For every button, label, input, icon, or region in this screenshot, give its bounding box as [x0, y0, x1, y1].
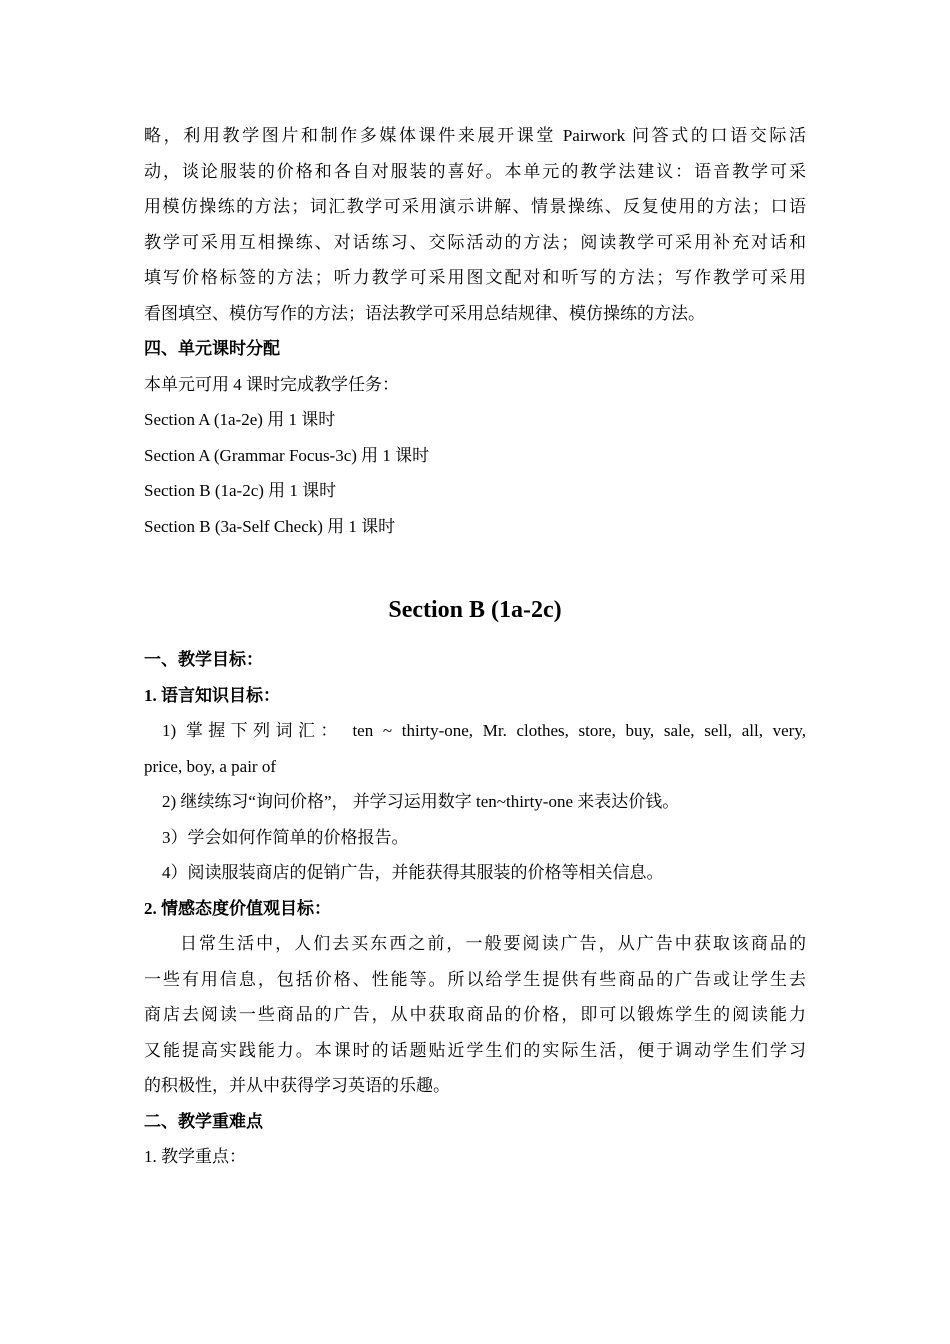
- paragraph-line: 看图填空、模仿写作的方法；语法教学可采用总结规律、模仿操练的方法。: [144, 303, 705, 323]
- paragraph-line: 用模仿操练的方法；词汇教学可采用演示讲解、情景操练、反复使用的方法；口语: [144, 197, 806, 216]
- paragraph-line: 日常生活中，人们去买东西之前，一般要阅读广告，从广告中获取该商品的: [180, 934, 806, 953]
- allocation-intro: 本单元可用 4 课时完成教学任务：: [144, 374, 399, 394]
- paragraph-line: 商店去阅读一些商品的广告，从中获取商品的价格，即可以锻炼学生的阅读能力: [144, 1005, 806, 1024]
- allocation-item: Section B (3a-Self Check) 用 1 课时: [144, 516, 396, 536]
- emotion-paragraph: [144, 926, 806, 1104]
- intro-paragraph: [144, 118, 806, 331]
- knowledge-item: 3）学会如何作简单的价格报告。: [162, 827, 409, 847]
- document-page: [144, 118, 806, 1175]
- emotion-heading: 2. 情感态度价值观目标：: [144, 898, 331, 918]
- key-points-section: [144, 1104, 806, 1175]
- paragraph-line: 动，谈论服装的价格和各自对服装的喜好。本单元的教学法建议：语音教学可采: [144, 161, 806, 181]
- paragraph-line: 略，利用教学图片和制作多媒体课件来展开课堂 Pairwork 问答式的口语交际活: [144, 126, 806, 145]
- key-points-item: 1. 教学重点：: [144, 1147, 246, 1166]
- key-points-heading: 二、教学重难点: [144, 1111, 263, 1131]
- paragraph-line: 一些有用信息，包括价格、性能等。所以给学生提供有些商品的广告或让学生去: [144, 969, 806, 989]
- knowledge-item: 2) 继续练习“询问价格”， 并学习运用数字 ten~thirty-one 来表达价钱。: [162, 792, 680, 811]
- objectives-section: [144, 642, 806, 1104]
- paragraph-line: 教学可采用互相操练、对话练习、交际活动的方法；阅读教学可采用补充对话和: [144, 232, 806, 252]
- allocation-item: Section B (1a-2c) 用 1 课时: [144, 481, 337, 500]
- allocation-heading: 四、单元课时分配: [144, 339, 280, 358]
- objectives-heading: 一、教学目标：: [144, 650, 263, 669]
- paragraph-line: 填写价格标签的方法；听力教学可采用图文配对和听写的方法；写作教学可采用: [144, 268, 806, 287]
- allocation-item: Section A (Grammar Focus-3c) 用 1 课时: [144, 445, 430, 465]
- paragraph-line: 的积极性，并从中获得学习英语的乐趣。: [144, 1076, 450, 1095]
- knowledge-item: 1) 掌握下列词汇： ten ~ thirty-one, Mr. clothes, store, buy, sale, sell, all, very,: [162, 721, 806, 740]
- paragraph-line: 又能提高实践能力。本课时的话题贴近学生们的实际生活，便于调动学生们学习: [144, 1040, 806, 1060]
- section-title: Section B (1a-2c): [388, 597, 562, 623]
- knowledge-item: price, boy, a pair of: [144, 756, 277, 776]
- allocation-item: Section A (1a-2e) 用 1 课时: [144, 410, 336, 429]
- allocation-section: [144, 331, 806, 544]
- knowledge-item: 4）阅读服装商店的促销广告，并能获得其服装的价格等相关信息。: [162, 863, 664, 882]
- knowledge-heading: 1. 语言知识目标：: [144, 685, 280, 705]
